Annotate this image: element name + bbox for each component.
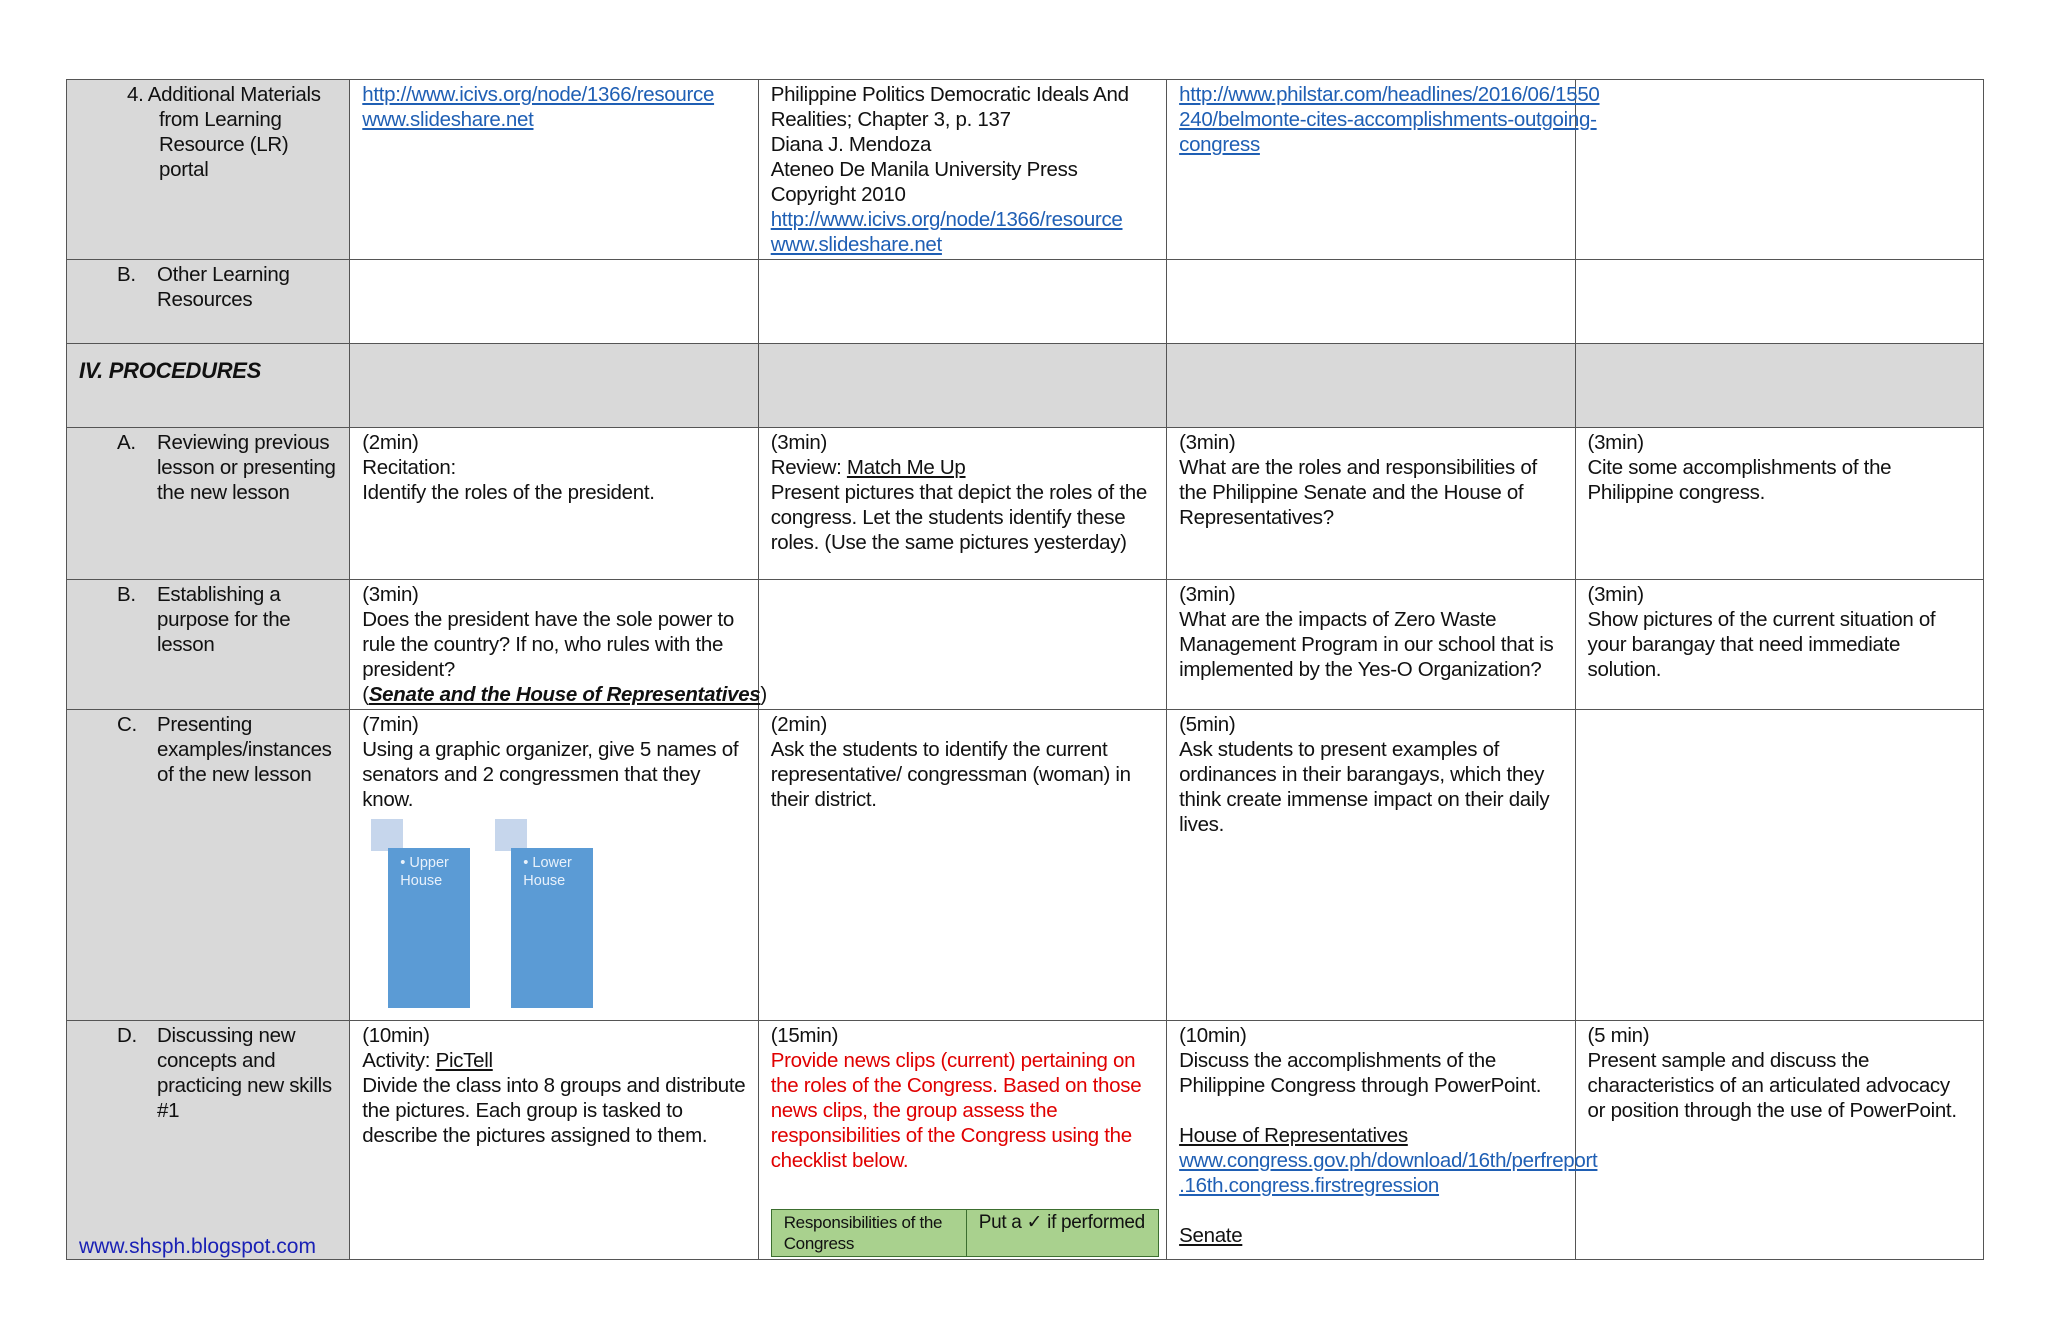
senate-heading: Senate — [1179, 1224, 1243, 1247]
time-text: (10min) — [1179, 1024, 1247, 1047]
paren: ( — [362, 683, 369, 706]
label-text: Reviewing previous lesson or presenting the new lesson — [157, 431, 336, 504]
time-text: (2min) — [770, 713, 827, 736]
table-row — [67, 260, 1984, 344]
slideshare-link[interactable]: www.slideshare.net — [770, 233, 942, 256]
cell — [350, 428, 758, 580]
cell-text: Ask students to present examples of ordinances in their barangays, which they think create immense impact on their daily lives. — [1179, 738, 1550, 836]
procedures-table — [66, 79, 1984, 1260]
cell — [350, 580, 767, 710]
row-label — [67, 710, 350, 1021]
slideshare-link[interactable]: www.slideshare.net — [362, 108, 534, 131]
table-row — [67, 1021, 1984, 1260]
cell — [1575, 80, 1983, 260]
label-line: from Learning — [159, 108, 282, 131]
resource-link[interactable]: http://www.icivs.org/node/1366/resource — [362, 83, 715, 106]
paren: ) — [760, 683, 767, 706]
cell — [1167, 710, 1575, 1021]
cell — [1575, 710, 1983, 1021]
resource-link[interactable]: http://www.icivs.org/node/1366/resource — [770, 208, 1123, 231]
time-text: (2min) — [362, 431, 419, 454]
cell — [350, 710, 758, 1021]
book-line: Ateneo De Manila University Press — [770, 158, 1078, 181]
row-letter: D. — [117, 1024, 137, 1047]
label-text: Presenting examples/instances of the new lesson — [157, 713, 332, 786]
table-row — [67, 580, 1984, 710]
answer-text: Senate and the House of Representatives — [368, 683, 761, 706]
label-line: Resource (LR) — [159, 133, 289, 156]
time-text: (3min) — [1179, 583, 1236, 606]
row-label — [67, 80, 350, 260]
cell — [1575, 428, 1983, 580]
label-text: Other Learning Resources — [157, 263, 290, 311]
row-letter: C. — [117, 713, 137, 736]
cell-text: Discuss the accomplishments of the Philippine Congress through PowerPoint. — [1179, 1049, 1542, 1097]
cell — [350, 260, 758, 344]
cell — [1575, 344, 1983, 428]
cell — [1167, 260, 1575, 344]
congress-link[interactable]: www.congress.gov.ph/download/16th/perfreport — [1179, 1149, 1598, 1172]
card-label: Lower House — [523, 855, 572, 889]
cell-text: What are the impacts of Zero Waste Management Program in our school that is implemented by the Yes-O Organization? — [1179, 608, 1554, 681]
checklist-header: Responsibilities of the Congress — [771, 1210, 966, 1257]
cell — [350, 80, 758, 260]
time-text: (3min) — [1587, 431, 1644, 454]
label-text: Establishing a purpose for the lesson — [157, 583, 291, 656]
cell — [1167, 80, 1600, 260]
table-row — [67, 710, 1984, 1021]
row-label — [67, 428, 350, 580]
row-letter: A. — [117, 431, 136, 454]
cell-text: Ask the students to identify the current representative/ congressman (woman) in their district. — [770, 738, 1131, 811]
time-text: (3min) — [1179, 431, 1236, 454]
time-text: (5 min) — [1587, 1024, 1650, 1047]
time-text: (5min) — [1179, 713, 1236, 736]
row-label — [67, 1021, 350, 1260]
activity-prefix: Activity: — [362, 1049, 436, 1072]
book-line: Philippine Politics Democratic Ideals And — [770, 83, 1129, 106]
organizer-tab — [494, 818, 528, 852]
cell — [1575, 1021, 1983, 1260]
cell-text: Using a graphic organizer, give 5 names of senators and 2 congressmen that they know. — [362, 738, 739, 811]
philstar-link[interactable]: congress — [1179, 133, 1260, 156]
section-title: IV. PROCEDURES — [79, 358, 262, 383]
label-line: 4. Additional Materials — [127, 83, 321, 106]
cell — [758, 344, 1166, 428]
cell — [758, 80, 1166, 260]
philstar-link[interactable]: http://www.philstar.com/headlines/2016/06/1550 — [1179, 83, 1600, 106]
time-text: (7min) — [362, 713, 419, 736]
cell-text: Cite some accomplishments of the Philippine congress. — [1587, 456, 1892, 504]
book-line: Diana J. Mendoza — [770, 133, 932, 156]
time-text: (3min) — [362, 583, 419, 606]
footer-link[interactable]: www.shsph.blogspot.com — [79, 1235, 316, 1258]
section-row — [67, 344, 1984, 428]
table-row — [67, 428, 1984, 580]
cell-text: What are the roles and responsibilities of the Philippine Senate and the House of Representatives? — [1179, 456, 1537, 529]
time-text: (15min) — [770, 1024, 839, 1047]
checklist-header: Put a ✓ if performed — [966, 1210, 1158, 1257]
activity-name: PicTell — [435, 1049, 493, 1072]
book-line: Copyright 2010 — [770, 183, 906, 206]
cell — [350, 344, 758, 428]
instruction-text: Provide news clips (current) pertaining on the roles of the Congress. Based on those news clips, the group assess the responsibilities of the Congress using the checklist below. — [770, 1049, 1142, 1172]
cell-text: Present pictures that depict the roles of the congress. Let the students identify these roles. (Use the same pictures yesterday) — [770, 481, 1147, 554]
cell — [758, 260, 1166, 344]
row-letter: B. — [117, 263, 136, 286]
cell — [1167, 428, 1575, 580]
philstar-link[interactable]: 240/belmonte-cites-accomplishments-outgoing- — [1179, 108, 1597, 131]
table-row — [67, 80, 1984, 260]
cell — [758, 580, 1166, 710]
cell — [350, 1021, 758, 1260]
row-label — [67, 260, 350, 344]
house-heading: House of Representatives — [1179, 1124, 1408, 1147]
cell-text: Recitation: — [362, 456, 456, 479]
cell-text: Present sample and discuss the characteristics of an articulated advocacy or position through the use of PowerPoint. — [1587, 1049, 1957, 1122]
congress-link[interactable]: .16th.congress.firstregression — [1179, 1174, 1440, 1197]
cell — [758, 710, 1166, 1021]
row-letter: B. — [117, 583, 136, 606]
activity-prefix: Review: — [770, 456, 847, 479]
checklist-table — [771, 1209, 1159, 1257]
cell-text: Divide the class into 8 groups and distribute the pictures. Each group is tasked to describe the pictures assigned to them. — [362, 1074, 746, 1147]
cell-text: Identify the roles of the president. — [362, 481, 655, 504]
lower-house-card: • Lower House — [511, 848, 593, 1008]
cell — [1167, 1021, 1598, 1260]
time-text: (3min) — [770, 431, 827, 454]
graphic-organizer — [362, 818, 745, 1018]
cell — [758, 428, 1166, 580]
time-text: (10min) — [362, 1024, 430, 1047]
cell — [1167, 580, 1575, 710]
cell — [1575, 260, 1983, 344]
time-text: (3min) — [1587, 583, 1644, 606]
card-label: Upper House — [400, 855, 449, 889]
row-label — [67, 344, 350, 428]
cell-text: Does the president have the sole power to rule the country? If no, who rules with the president? — [362, 608, 735, 681]
cell — [758, 1021, 1166, 1260]
organizer-tab — [370, 818, 404, 852]
upper-house-card: • Upper House — [388, 848, 470, 1008]
activity-name: Match Me Up — [846, 456, 966, 479]
cell — [1575, 580, 1983, 710]
book-line: Realities; Chapter 3, p. 137 — [770, 108, 1011, 131]
row-label — [67, 580, 350, 710]
label-line: portal — [159, 158, 209, 181]
label-text: Discussing new concepts and practicing new skills #1 — [157, 1024, 332, 1122]
cell-text: Show pictures of the current situation of your barangay that need immediate solution. — [1587, 608, 1936, 681]
cell — [1167, 344, 1575, 428]
